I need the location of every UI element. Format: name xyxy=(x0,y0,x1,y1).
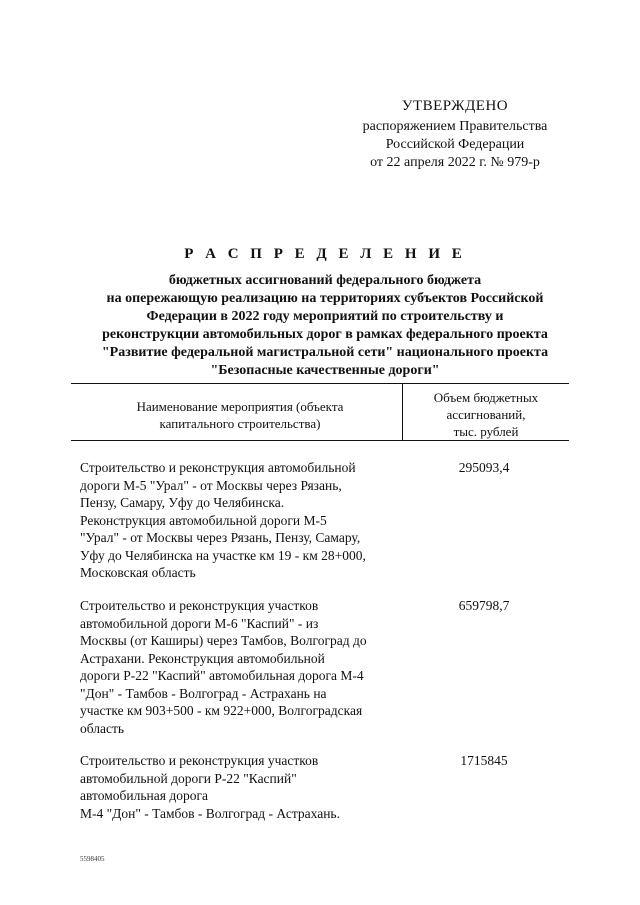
table-row-2-value: 659798,7 xyxy=(458,598,510,613)
table-row-1-name: Строительство и реконструкция автомобильной дороги М-5 "Урал" - от Москвы через Рязань, Пензу, Самару, Уфу до Челябинска. Реконструкция автомобильной дороги М-5 "Урал" - от Москвы через Рязань, Пензу, Самару, Уфу до Челябинска на участке км 19 - км 28+000, Московская область xyxy=(80,460,366,580)
table-row-2-name: Строительство и реконструкция участков автомобильной дороги М-6 "Каспий" - из Москвы (от Каширы) через Тамбов, Волгоград до Астрахани. Реконструкция автомобильной дороги Р-22 "Каспий" автомобильная дорога М-4 "Дон" - Тамбов - Волгоград - Астрахань на участке км 903+500 - км 922+000, Волгоградская область xyxy=(80,598,367,736)
subtitle-line: "Безопасные качественные дороги" xyxy=(210,363,440,378)
approval-block xyxy=(340,97,570,172)
approval-title: УТВЕРЖДЕНО xyxy=(401,98,509,114)
subtitle-line: "Развитие федеральной магистральной сети" национального проекта xyxy=(101,345,549,360)
approval-line-3: от 22 апреля 2022 г. № 979-р xyxy=(370,155,540,170)
table-row-3-name: Строительство и реконструкция участков автомобильной дороги Р-22 "Каспий" автомобильная дорога М-4 "Дон" - Тамбов - Волгоград - Астрахань. xyxy=(80,753,340,821)
column-header-name: Наименование мероприятия (объекта капитального строительства) xyxy=(136,399,344,431)
document-heading xyxy=(60,244,590,380)
document-subtitle xyxy=(60,272,590,380)
table-row-1-value: 295093,4 xyxy=(458,460,510,475)
document-title: Р А С П Р Е Д Е Л Е Н И Е xyxy=(184,246,466,262)
subtitle-line: на опережающую реализацию на территориях субъектов Российской xyxy=(106,291,544,306)
subtitle-line: Федерации в 2022 году мероприятий по строительству и xyxy=(146,309,504,324)
document-code: 5598405 xyxy=(80,855,105,863)
approval-line-1: распоряжением Правительства xyxy=(362,119,548,134)
column-header-volume: Объем бюджетных ассигнований, тыс. рублей xyxy=(433,390,539,439)
table-column-separator xyxy=(402,384,403,440)
table-top-rule xyxy=(71,383,569,384)
table-header-rule xyxy=(71,440,569,441)
table-row-3-value: 1715845 xyxy=(460,753,508,768)
subtitle-line: реконструкции автомобильных дорог в рамках федерального проекта xyxy=(102,327,548,342)
subtitle-line: бюджетных ассигнований федерального бюджета xyxy=(168,273,482,288)
approval-line-2: Российской Федерации xyxy=(385,137,525,152)
